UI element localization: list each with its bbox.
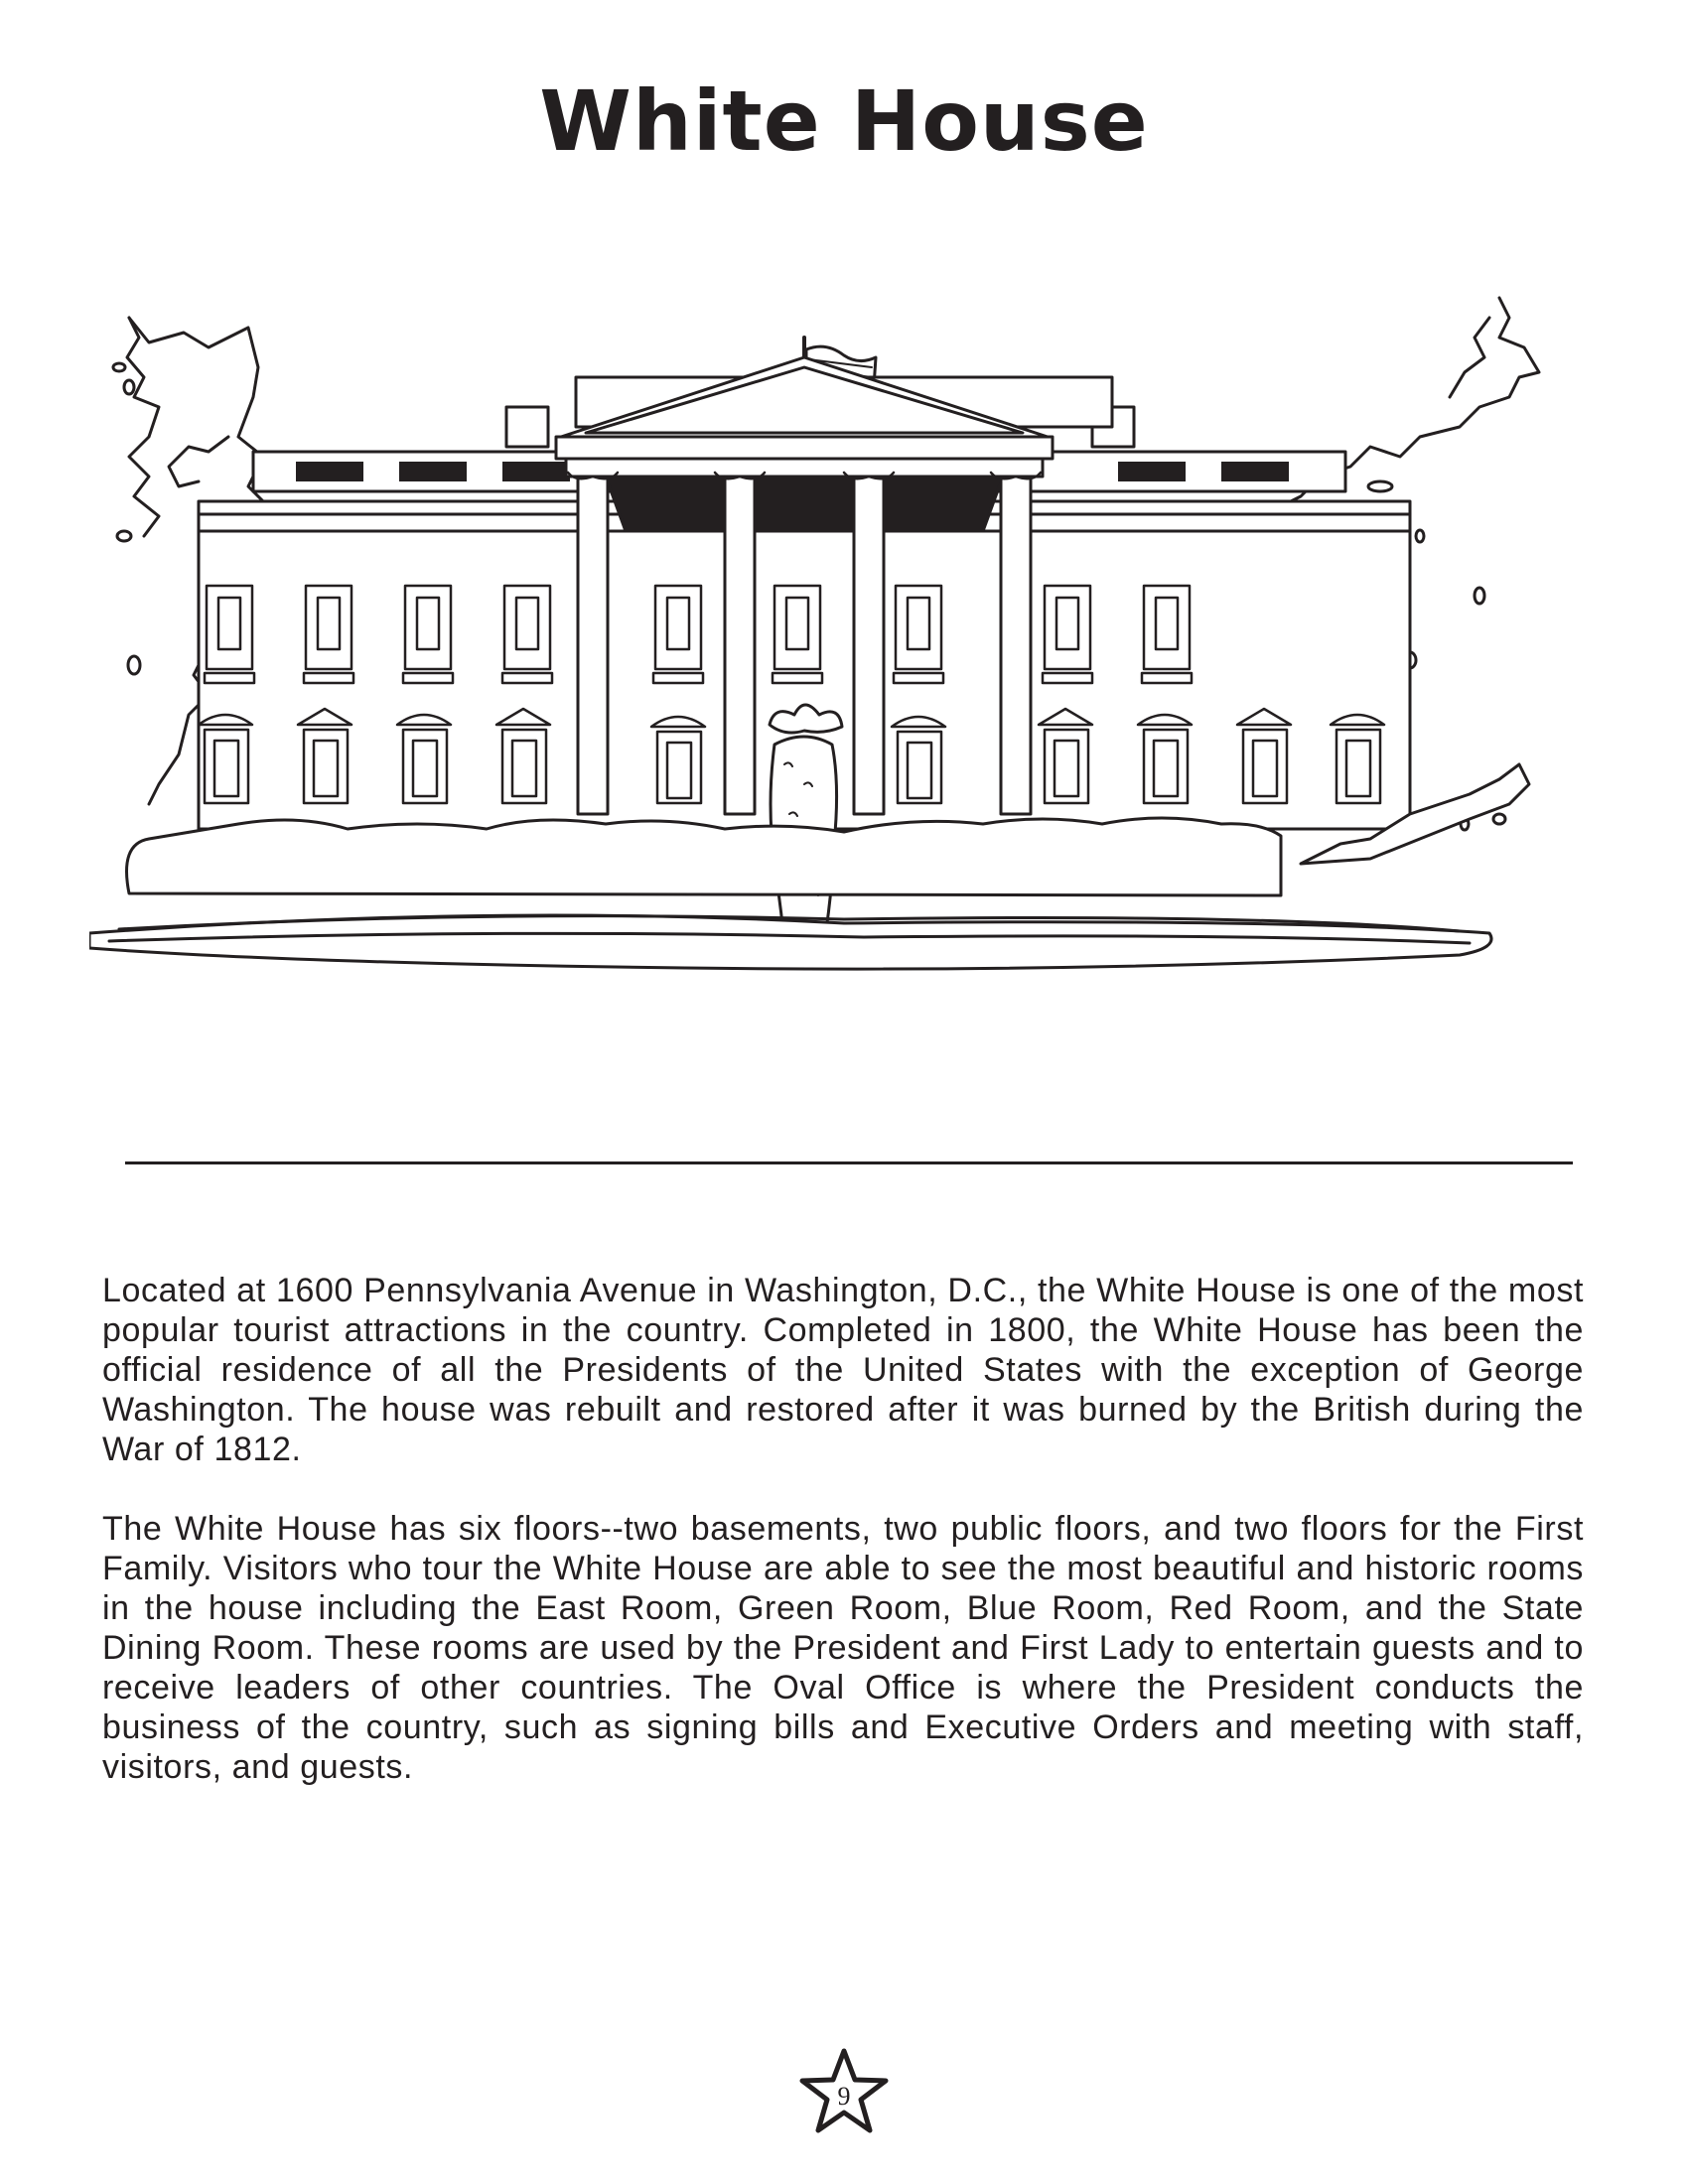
white-house-illustration [89,288,1599,1102]
page-number: 9 [837,2082,851,2111]
body-text [102,1271,1584,1827]
divider-rule [125,1161,1573,1164]
lawn [89,915,1491,969]
paragraph: Located at 1600 Pennsylvania Avenue in Washington, D.C., the White House is one of the most popular tourist attractions in the country. Completed in 1800, the White House has been the official residence of all the Presidents of the United States with the exception of George Washington. The house was rebuilt and restored after it was burned by the British during the War of 1812. [102,1272,1584,1468]
page-title: White House [539,72,1149,170]
paragraph: The White House has six floors--two basements, two public floors, and two floors for the First Family. Visitors who tour the White House are able to see the most beautiful and historic rooms in the house including the East Room, Green Room, Blue Room, Red Room, and the State Dining Room. These rooms are used by the President and First Lady to entertain guests and to receive leaders of other countries. The Oval Office is where the President conducts the business of the country, such as signing bills and Executive Orders and meeting with staff, visitors, and guests. [102,1510,1584,1786]
